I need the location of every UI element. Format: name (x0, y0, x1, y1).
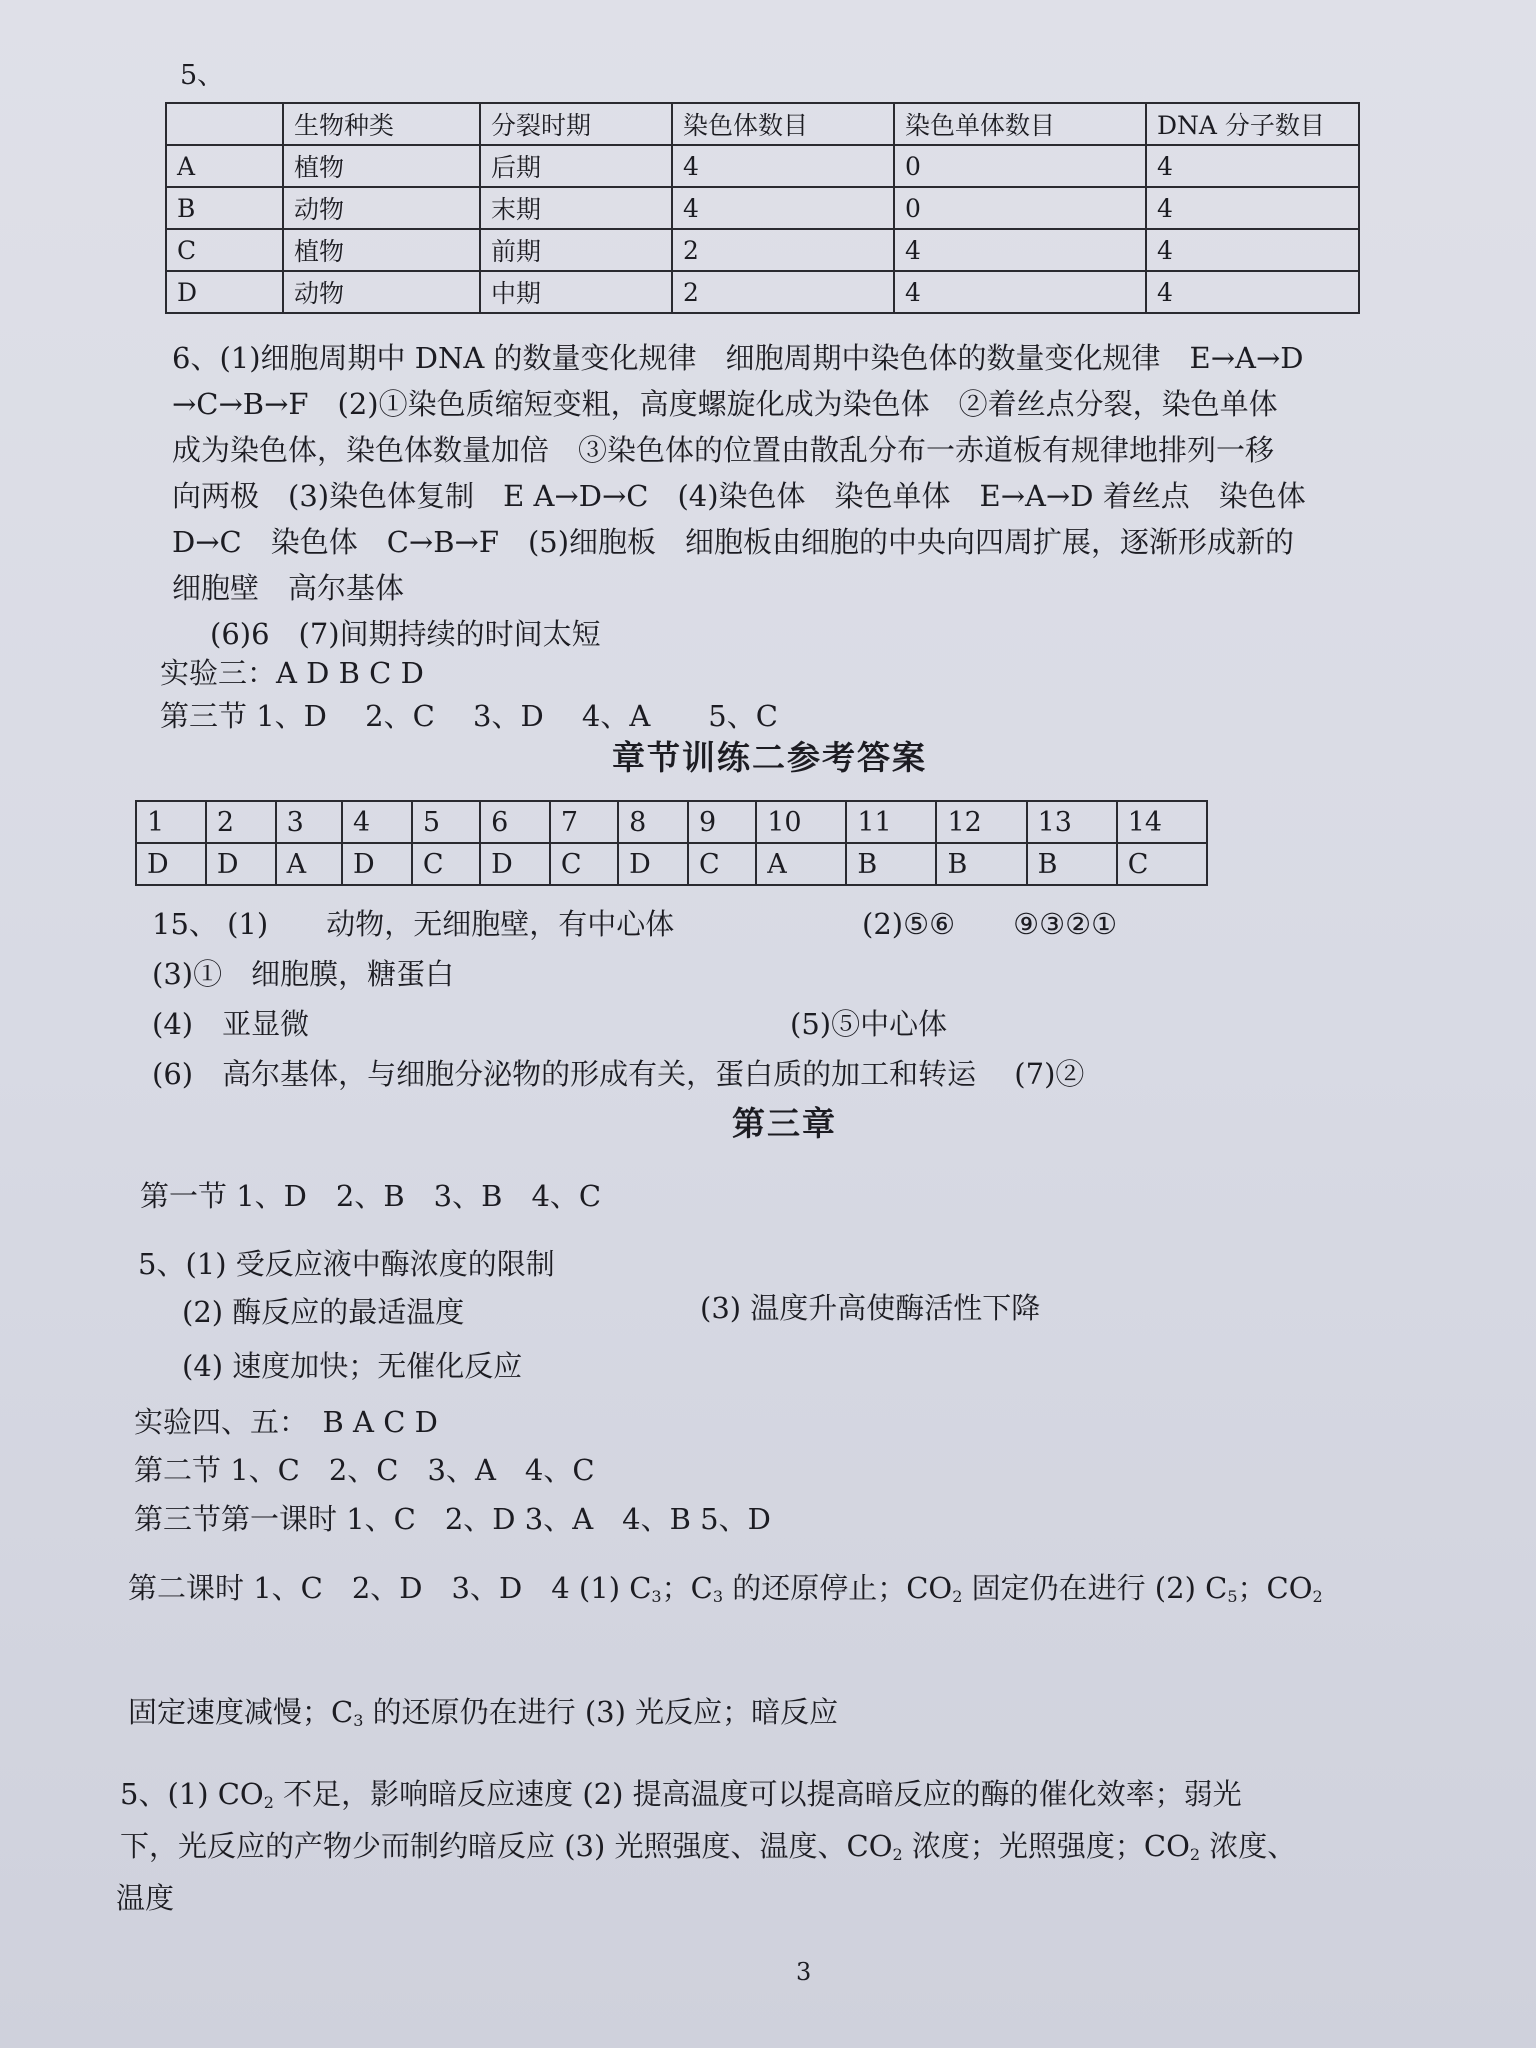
answer-letter-cell: D (136, 843, 206, 885)
text-run: 固定仍在进行 (2) C (962, 1571, 1228, 1605)
cell-division-table (165, 102, 1360, 314)
answer-letter-cell: A (756, 843, 846, 885)
answer-number-cell: 6 (480, 801, 550, 843)
final-answer-line: 温度 (116, 1881, 175, 1915)
answer-number-cell: 4 (342, 801, 412, 843)
text-run: ；C (661, 1571, 713, 1605)
table-cell: 末期 (480, 187, 672, 229)
table-cell: 动物 (283, 187, 480, 229)
answer-number-cell: 3 (276, 801, 342, 843)
q6-line: →C→B→F (2)①染色质缩短变粗，高度螺旋化成为染色体 ②着丝点分裂，染色单体 (172, 387, 1278, 421)
ch3-section-2: 第二节 1、C 2、C 3、A 4、C (134, 1453, 595, 1487)
text-run: 浓度、 (1200, 1829, 1297, 1863)
answer-number-cell: 5 (412, 801, 480, 843)
q15-line: 15、 (1) 动物，无细胞壁，有中心体 (152, 907, 675, 941)
table-cell: A (166, 145, 283, 187)
subscript: 3 (651, 1587, 662, 1606)
table-header-cell (166, 103, 283, 145)
table-cell: 4 (1146, 187, 1359, 229)
answer-number-cell: 13 (1027, 801, 1117, 843)
q15-line: (3)① 细胞膜，糖蛋白 (152, 957, 455, 991)
chapter-training-2-heading: 章节训练二参考答案 (612, 738, 927, 777)
table-cell: 4 (1146, 229, 1359, 271)
text-run: ；CO (1237, 1571, 1313, 1605)
subscript: 2 (952, 1587, 963, 1606)
ch3-q5-line: (4) 速度加快；无催化反应 (182, 1349, 523, 1383)
text-run: 5、(1) CO (120, 1777, 264, 1811)
text-run: 浓度；光照强度；CO (902, 1829, 1190, 1863)
q6-line: 向两极 (3)染色体复制 E A→D→C (4)染色体 染色单体 E→A→D 着丝点 染色体 (172, 479, 1306, 513)
table-header-cell: 生物种类 (283, 103, 480, 145)
page-number: 3 (796, 1958, 812, 1986)
text-run: 固定速度减慢；C (128, 1695, 354, 1729)
table-cell: C (166, 229, 283, 271)
table-cell: 4 (672, 145, 894, 187)
q15-line: (6) 高尔基体，与细胞分泌物的形成有关，蛋白质的加工和转运 (7)② (152, 1057, 1085, 1091)
table-cell: 2 (672, 271, 894, 313)
ch3-q5-line: (3) 温度升高使酶活性下降 (700, 1291, 1041, 1325)
ch3-section-3-lesson-1: 第三节第一课时 1、C 2、D 3、A 4、B 5、D (134, 1502, 771, 1536)
table-header-cell: 染色单体数目 (894, 103, 1146, 145)
ch3-q5-line: 5、(1) 受反应液中酶浓度的限制 (138, 1247, 555, 1281)
table-cell: 4 (1146, 145, 1359, 187)
table-row (166, 271, 1359, 313)
answer-letter-cell: D (480, 843, 550, 885)
answer-number-cell: 2 (206, 801, 276, 843)
table-header-cell: 染色体数目 (672, 103, 894, 145)
q15-line: (5)⑤中心体 (790, 1007, 948, 1041)
answer-letter-cell: B (936, 843, 1026, 885)
table-cell: 4 (894, 271, 1146, 313)
answer-letter-cell: C (412, 843, 480, 885)
final-answer-line (120, 1772, 1242, 1825)
answer-letter-cell: D (342, 843, 412, 885)
section-3-answers: 第三节 1、D 2、C 3、D 4、A 5、C (160, 699, 778, 733)
table-cell: 0 (894, 187, 1146, 229)
q15-line: (2)⑤⑥ ⑨③②① (862, 907, 1118, 941)
q6-line: (6)6 (7)间期持续的时间太短 (210, 617, 601, 651)
text-run: 下，光反应的产物少而制约暗反应 (3) 光照强度、温度、CO (120, 1829, 893, 1863)
table-header-cell: 分裂时期 (480, 103, 672, 145)
answer-letter-cell: D (618, 843, 688, 885)
q6-line: 成为染色体，染色体数量加倍 ③染色体的位置由散乱分布一赤道板有规律地排列一移 (172, 433, 1275, 467)
ch3-section-1: 第一节 1、D 2、B 3、B 4、C (140, 1179, 602, 1213)
table-row (166, 145, 1359, 187)
table-cell: D (166, 271, 283, 313)
table-cell: 动物 (283, 271, 480, 313)
answer-letter-cell: C (1117, 843, 1207, 885)
q6-line: 6、(1)细胞周期中 DNA 的数量变化规律 细胞周期中染色体的数量变化规律 E→A→D (172, 341, 1304, 375)
table-cell: 4 (1146, 271, 1359, 313)
text-run: 的还原仍在进行 (3) 光反应；暗反应 (363, 1695, 839, 1729)
table-cell: 4 (894, 229, 1146, 271)
table-header-row (166, 103, 1359, 145)
subscript: 3 (712, 1587, 723, 1606)
table-cell: 植物 (283, 229, 480, 271)
answer-number-cell: 9 (688, 801, 756, 843)
answer-number-cell: 14 (1117, 801, 1207, 843)
table-cell: B (166, 187, 283, 229)
experiment-4-5-answers: 实验四、五： B A C D (134, 1405, 438, 1439)
subscript: 2 (1189, 1845, 1201, 1864)
answer-letter-cell: C (550, 843, 618, 885)
table-row (166, 229, 1359, 271)
final-answer-line (120, 1824, 1296, 1877)
question-5-label: 5、 (180, 60, 225, 91)
subscript: 2 (892, 1845, 903, 1864)
answer-key-table (135, 800, 1208, 886)
subscript: 3 (353, 1711, 364, 1730)
answer-number-cell: 12 (936, 801, 1026, 843)
subscript: 2 (263, 1793, 274, 1812)
text-run: 的还原停止；CO (723, 1571, 953, 1605)
answer-number-row (136, 801, 1207, 843)
ch3-section-3-lesson-2-line (128, 1566, 1323, 1619)
answer-number-cell: 10 (756, 801, 846, 843)
subscript: 5 (1227, 1587, 1238, 1606)
table-cell: 前期 (480, 229, 672, 271)
table-cell: 植物 (283, 145, 480, 187)
answer-letter-row (136, 843, 1207, 885)
answer-number-cell: 8 (618, 801, 688, 843)
table-row (166, 187, 1359, 229)
table-header-cell: DNA 分子数目 (1146, 103, 1359, 145)
answer-letter-cell: B (846, 843, 936, 885)
answer-letter-cell: B (1027, 843, 1117, 885)
answer-letter-cell: A (276, 843, 342, 885)
text-run: 不足，影响暗反应速度 (2) 提高温度可以提高暗反应的酶的催化效率；弱光 (273, 1777, 1242, 1811)
ch3-q5-line: (2) 酶反应的最适温度 (182, 1295, 465, 1329)
table-cell: 0 (894, 145, 1146, 187)
q6-line: 细胞壁 高尔基体 (172, 571, 405, 605)
answer-number-cell: 1 (136, 801, 206, 843)
q6-line: D→C 染色体 C→B→F (5)细胞板 细胞板由细胞的中央向四周扩展，逐渐形成新的 (172, 525, 1295, 559)
table-cell: 2 (672, 229, 894, 271)
answer-number-cell: 11 (846, 801, 936, 843)
table-cell: 4 (672, 187, 894, 229)
experiment-3-answers: 实验三：A D B C D (160, 656, 424, 690)
table-cell: 中期 (480, 271, 672, 313)
ch3-lesson-2-continuation (128, 1690, 838, 1743)
answer-number-cell: 7 (550, 801, 618, 843)
answer-letter-cell: D (206, 843, 276, 885)
q15-line: (4) 亚显微 (152, 1007, 310, 1041)
table-cell: 后期 (480, 145, 672, 187)
chapter-3-heading: 第三章 (732, 1104, 837, 1143)
subscript: 2 (1312, 1587, 1323, 1606)
text-run: 第二课时 1、C 2、D 3、D 4 (1) C (128, 1571, 652, 1605)
answer-letter-cell: C (688, 843, 756, 885)
